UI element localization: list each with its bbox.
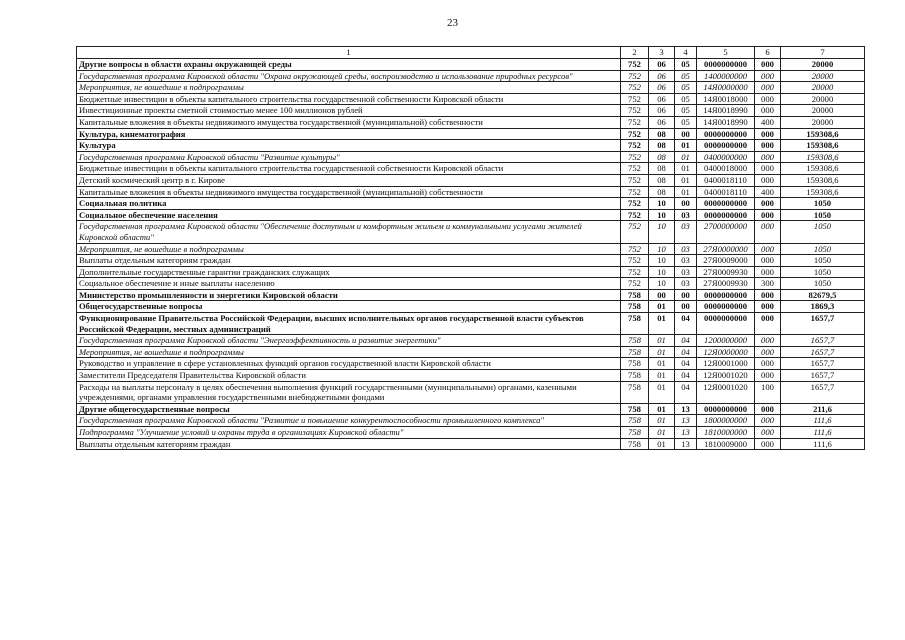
row-type-cell: 400 — [755, 116, 781, 128]
table-row — [77, 358, 865, 370]
row-type-cell: 000 — [755, 370, 781, 382]
row-target-cell: 0400018110 — [697, 174, 755, 186]
row-name-cell: Государственная программа Кировской области "Развитие культуры" — [77, 151, 621, 163]
row-subsection-cell: 13 — [675, 415, 697, 427]
row-code-cell: 752 — [621, 128, 649, 140]
row-code-cell: 752 — [621, 70, 649, 82]
row-target-cell: 0000000000 — [697, 59, 755, 71]
row-code-cell: 758 — [621, 438, 649, 450]
row-code-cell: 752 — [621, 116, 649, 128]
row-name-cell: Бюджетные инвестиции в объекты капитального строительства государственной собственности Кировской области — [77, 163, 621, 175]
row-name-cell: Государственная программа Кировской области "Развитие и повышение конкурентоспособности промышленного комплекса" — [77, 415, 621, 427]
row-code-cell: 752 — [621, 221, 649, 243]
table-row — [77, 151, 865, 163]
row-code-cell: 752 — [621, 278, 649, 290]
row-type-cell: 000 — [755, 313, 781, 335]
row-subsection-cell: 03 — [675, 266, 697, 278]
row-subsection-cell: 05 — [675, 105, 697, 117]
row-amount-cell: 82679,5 — [781, 289, 865, 301]
row-name-cell: Инвестиционные проекты сметной стоимостью менее 100 миллионов рублей — [77, 105, 621, 117]
row-name-cell: Социальная политика — [77, 198, 621, 210]
row-section-cell: 01 — [649, 313, 675, 335]
row-subsection-cell: 03 — [675, 255, 697, 267]
row-section-cell: 01 — [649, 346, 675, 358]
row-subsection-cell: 13 — [675, 427, 697, 439]
row-subsection-cell: 00 — [675, 128, 697, 140]
row-amount-cell: 159308,6 — [781, 186, 865, 198]
row-name-cell: Мероприятия, не вошедшие в подпрограммы — [77, 243, 621, 255]
table-row — [77, 70, 865, 82]
table-body — [77, 59, 865, 450]
row-name-cell: Выплаты отдельным категориям граждан — [77, 438, 621, 450]
row-name-cell: Общегосударственные вопросы — [77, 301, 621, 313]
row-target-cell: 1810009000 — [697, 438, 755, 450]
row-type-cell: 000 — [755, 93, 781, 105]
row-type-cell: 000 — [755, 105, 781, 117]
row-name-cell: Функционирование Правительства Российской Федерации, высших исполнительных органов государственной власти субъектов Российской Федерации, местных администраций — [77, 313, 621, 335]
row-amount-cell: 1050 — [781, 221, 865, 243]
row-target-cell: 0400018110 — [697, 186, 755, 198]
row-section-cell: 10 — [649, 209, 675, 221]
row-subsection-cell: 04 — [675, 313, 697, 335]
table-row — [77, 93, 865, 105]
row-code-cell: 752 — [621, 186, 649, 198]
row-amount-cell: 111,6 — [781, 415, 865, 427]
row-type-cell: 000 — [755, 358, 781, 370]
table-row — [77, 313, 865, 335]
row-code-cell: 752 — [621, 255, 649, 267]
table-row — [77, 438, 865, 450]
row-section-cell: 06 — [649, 93, 675, 105]
row-code-cell: 758 — [621, 289, 649, 301]
table-row — [77, 243, 865, 255]
row-amount-cell: 1869,3 — [781, 301, 865, 313]
row-amount-cell: 20000 — [781, 70, 865, 82]
row-subsection-cell: 05 — [675, 70, 697, 82]
row-type-cell: 000 — [755, 335, 781, 347]
row-type-cell: 000 — [755, 438, 781, 450]
row-section-cell: 06 — [649, 105, 675, 117]
table-row — [77, 174, 865, 186]
row-subsection-cell: 03 — [675, 221, 697, 243]
row-subsection-cell: 04 — [675, 358, 697, 370]
row-type-cell: 000 — [755, 70, 781, 82]
row-code-cell: 752 — [621, 93, 649, 105]
row-name-cell: Выплаты отдельным категориям граждан — [77, 255, 621, 267]
row-code-cell: 752 — [621, 198, 649, 210]
row-name-cell: Государственная программа Кировской области "Охрана окружающей среды, воспроизводство и использование природных ресурсов" — [77, 70, 621, 82]
table-row — [77, 105, 865, 117]
row-section-cell: 06 — [649, 70, 675, 82]
table-row — [77, 128, 865, 140]
row-type-cell: 000 — [755, 415, 781, 427]
row-amount-cell: 1657,7 — [781, 358, 865, 370]
row-type-cell: 000 — [755, 128, 781, 140]
row-subsection-cell: 00 — [675, 198, 697, 210]
page-number: 23 — [447, 17, 458, 29]
row-type-cell: 000 — [755, 346, 781, 358]
row-type-cell: 300 — [755, 278, 781, 290]
row-amount-cell: 20000 — [781, 82, 865, 94]
row-code-cell: 758 — [621, 301, 649, 313]
row-target-cell: 1800000000 — [697, 415, 755, 427]
row-target-cell: 1400000000 — [697, 70, 755, 82]
table-row — [77, 370, 865, 382]
row-type-cell: 000 — [755, 403, 781, 415]
row-type-cell: 000 — [755, 301, 781, 313]
row-code-cell: 758 — [621, 358, 649, 370]
table-row — [77, 346, 865, 358]
row-target-cell: 27Я0000000 — [697, 243, 755, 255]
table-row — [77, 255, 865, 267]
row-type-cell: 000 — [755, 255, 781, 267]
row-amount-cell: 20000 — [781, 93, 865, 105]
row-name-cell: Государственная программа Кировской области "Обеспечение доступным и комфортным жильем и коммунальными услугами жителей Кировской области" — [77, 221, 621, 243]
row-type-cell: 000 — [755, 243, 781, 255]
row-code-cell: 758 — [621, 403, 649, 415]
row-type-cell: 000 — [755, 198, 781, 210]
row-section-cell: 01 — [649, 415, 675, 427]
table-row — [77, 381, 865, 403]
table-row — [77, 209, 865, 221]
row-name-cell: Капитальные вложения в объекты недвижимого имущества государственной (муниципальной) собственности — [77, 186, 621, 198]
row-section-cell: 01 — [649, 381, 675, 403]
row-code-cell: 752 — [621, 266, 649, 278]
row-amount-cell: 159308,6 — [781, 151, 865, 163]
row-target-cell: 0400018000 — [697, 163, 755, 175]
table-row — [77, 198, 865, 210]
row-type-cell: 400 — [755, 186, 781, 198]
row-name-cell: Подпрограмма "Улучшение условий и охраны труда в организациях Кировской области" — [77, 427, 621, 439]
row-code-cell: 758 — [621, 415, 649, 427]
row-code-cell: 752 — [621, 174, 649, 186]
row-type-cell: 000 — [755, 82, 781, 94]
row-target-cell: 12Я0001000 — [697, 358, 755, 370]
row-section-cell: 08 — [649, 174, 675, 186]
column-header: 1 — [77, 47, 621, 59]
row-subsection-cell: 01 — [675, 151, 697, 163]
row-amount-cell: 1657,7 — [781, 381, 865, 403]
table-row — [77, 82, 865, 94]
row-target-cell: 0000000000 — [697, 301, 755, 313]
table-row — [77, 301, 865, 313]
row-amount-cell: 1657,7 — [781, 346, 865, 358]
table-row — [77, 427, 865, 439]
row-target-cell: 0000000000 — [697, 313, 755, 335]
row-target-cell: 27Я0009930 — [697, 278, 755, 290]
row-amount-cell: 159308,6 — [781, 163, 865, 175]
row-section-cell: 06 — [649, 59, 675, 71]
row-target-cell: 1200000000 — [697, 335, 755, 347]
row-name-cell: Другие вопросы в области охраны окружающей среды — [77, 59, 621, 71]
row-subsection-cell: 04 — [675, 346, 697, 358]
table-row — [77, 163, 865, 175]
row-amount-cell: 159308,6 — [781, 140, 865, 152]
row-type-cell: 000 — [755, 151, 781, 163]
row-type-cell: 000 — [755, 59, 781, 71]
row-code-cell: 752 — [621, 82, 649, 94]
row-type-cell: 000 — [755, 427, 781, 439]
row-subsection-cell: 03 — [675, 243, 697, 255]
row-amount-cell: 159308,6 — [781, 128, 865, 140]
row-target-cell: 0000000000 — [697, 209, 755, 221]
row-code-cell: 758 — [621, 335, 649, 347]
row-name-cell: Культура — [77, 140, 621, 152]
row-amount-cell: 111,6 — [781, 438, 865, 450]
row-subsection-cell: 01 — [675, 163, 697, 175]
row-name-cell: Детский космический центр в г. Кирове — [77, 174, 621, 186]
row-section-cell: 06 — [649, 116, 675, 128]
row-code-cell: 758 — [621, 427, 649, 439]
table-row — [77, 335, 865, 347]
row-amount-cell: 1050 — [781, 278, 865, 290]
row-code-cell: 752 — [621, 151, 649, 163]
row-name-cell: Другие общегосударственные вопросы — [77, 403, 621, 415]
row-section-cell: 08 — [649, 128, 675, 140]
row-section-cell: 10 — [649, 243, 675, 255]
row-type-cell: 000 — [755, 289, 781, 301]
row-section-cell: 10 — [649, 198, 675, 210]
table-row — [77, 415, 865, 427]
row-section-cell: 08 — [649, 140, 675, 152]
table-row — [77, 59, 865, 71]
row-amount-cell: 1657,7 — [781, 335, 865, 347]
row-section-cell: 06 — [649, 82, 675, 94]
row-subsection-cell: 01 — [675, 140, 697, 152]
row-subsection-cell: 04 — [675, 335, 697, 347]
budget-table — [76, 46, 865, 450]
row-section-cell: 10 — [649, 221, 675, 243]
header-row — [77, 47, 865, 59]
row-subsection-cell: 05 — [675, 116, 697, 128]
table-row — [77, 278, 865, 290]
row-subsection-cell: 05 — [675, 93, 697, 105]
row-section-cell: 08 — [649, 151, 675, 163]
row-section-cell: 01 — [649, 403, 675, 415]
row-subsection-cell: 01 — [675, 174, 697, 186]
row-code-cell: 752 — [621, 209, 649, 221]
row-name-cell: Расходы на выплаты персоналу в целях обеспечения выполнения функций государственными (муниципальными) органами, казенными учреждениями, органами управления государственными внебюджетными фондами — [77, 381, 621, 403]
row-amount-cell: 1657,7 — [781, 313, 865, 335]
row-amount-cell: 1657,7 — [781, 370, 865, 382]
row-name-cell: Мероприятия, не вошедшие в подпрограммы — [77, 82, 621, 94]
row-name-cell: Культура, кинематография — [77, 128, 621, 140]
row-type-cell: 000 — [755, 209, 781, 221]
row-section-cell: 10 — [649, 266, 675, 278]
row-subsection-cell: 13 — [675, 403, 697, 415]
row-type-cell: 000 — [755, 174, 781, 186]
row-code-cell: 758 — [621, 346, 649, 358]
row-subsection-cell: 04 — [675, 381, 697, 403]
row-target-cell: 1810000000 — [697, 427, 755, 439]
row-target-cell: 0000000000 — [697, 403, 755, 415]
row-amount-cell: 159308,6 — [781, 174, 865, 186]
row-section-cell: 01 — [649, 301, 675, 313]
table-row — [77, 266, 865, 278]
row-subsection-cell: 03 — [675, 278, 697, 290]
row-subsection-cell: 04 — [675, 370, 697, 382]
row-code-cell: 752 — [621, 163, 649, 175]
column-header: 7 — [781, 47, 865, 59]
row-name-cell: Дополнительные государственные гарантии гражданских служащих — [77, 266, 621, 278]
row-target-cell: 0000000000 — [697, 289, 755, 301]
row-code-cell: 752 — [621, 243, 649, 255]
row-target-cell: 14Я0018990 — [697, 116, 755, 128]
row-amount-cell: 20000 — [781, 105, 865, 117]
row-target-cell: 14Я0000000 — [697, 82, 755, 94]
row-target-cell: 0000000000 — [697, 128, 755, 140]
row-target-cell: 27Я0009930 — [697, 266, 755, 278]
row-subsection-cell: 13 — [675, 438, 697, 450]
row-type-cell: 000 — [755, 163, 781, 175]
row-type-cell: 100 — [755, 381, 781, 403]
row-section-cell: 10 — [649, 278, 675, 290]
row-code-cell: 752 — [621, 140, 649, 152]
row-target-cell: 2700000000 — [697, 221, 755, 243]
row-section-cell: 01 — [649, 438, 675, 450]
row-name-cell: Заместители Председателя Правительства Кировской области — [77, 370, 621, 382]
row-subsection-cell: 00 — [675, 301, 697, 313]
row-name-cell: Министерство промышленности и энергетики Кировской области — [77, 289, 621, 301]
row-section-cell: 01 — [649, 427, 675, 439]
row-type-cell: 000 — [755, 140, 781, 152]
row-amount-cell: 20000 — [781, 59, 865, 71]
row-code-cell: 758 — [621, 370, 649, 382]
column-header: 3 — [649, 47, 675, 59]
row-code-cell: 752 — [621, 105, 649, 117]
row-target-cell: 27Я0009000 — [697, 255, 755, 267]
row-amount-cell: 111,6 — [781, 427, 865, 439]
row-amount-cell: 211,6 — [781, 403, 865, 415]
row-name-cell: Государственная программа Кировской области "Энергоэффективность и развитие энергетики" — [77, 335, 621, 347]
row-type-cell: 000 — [755, 221, 781, 243]
row-amount-cell: 1050 — [781, 255, 865, 267]
row-name-cell: Социальное обеспечение населения — [77, 209, 621, 221]
row-subsection-cell: 05 — [675, 59, 697, 71]
table-row — [77, 289, 865, 301]
row-section-cell: 08 — [649, 186, 675, 198]
column-header: 4 — [675, 47, 697, 59]
row-section-cell: 01 — [649, 370, 675, 382]
row-amount-cell: 1050 — [781, 266, 865, 278]
row-subsection-cell: 01 — [675, 186, 697, 198]
row-type-cell: 000 — [755, 266, 781, 278]
row-target-cell: 14Я0018990 — [697, 105, 755, 117]
row-name-cell: Капитальные вложения в объекты недвижимого имущества государственной (муниципальной) собственности — [77, 116, 621, 128]
row-amount-cell: 20000 — [781, 116, 865, 128]
row-target-cell: 14Я0018000 — [697, 93, 755, 105]
row-target-cell: 12Я0001020 — [697, 381, 755, 403]
row-section-cell: 10 — [649, 255, 675, 267]
row-section-cell: 08 — [649, 163, 675, 175]
row-name-cell: Мероприятия, не вошедшие в подпрограммы — [77, 346, 621, 358]
row-amount-cell: 1050 — [781, 243, 865, 255]
row-name-cell: Бюджетные инвестиции в объекты капитального строительства государственной собственности Кировской области — [77, 93, 621, 105]
row-target-cell: 0000000000 — [697, 198, 755, 210]
row-subsection-cell: 05 — [675, 82, 697, 94]
table-row — [77, 221, 865, 243]
row-section-cell: 00 — [649, 289, 675, 301]
row-code-cell: 758 — [621, 381, 649, 403]
row-name-cell: Руководство и управление в сфере установленных функций органов государственной власти Кировской области — [77, 358, 621, 370]
row-section-cell: 01 — [649, 335, 675, 347]
row-subsection-cell: 03 — [675, 209, 697, 221]
table-row — [77, 186, 865, 198]
row-amount-cell: 1050 — [781, 209, 865, 221]
column-header: 5 — [697, 47, 755, 59]
table-row — [77, 116, 865, 128]
row-amount-cell: 1050 — [781, 198, 865, 210]
row-code-cell: 758 — [621, 313, 649, 335]
row-target-cell: 0400000000 — [697, 151, 755, 163]
row-subsection-cell: 00 — [675, 289, 697, 301]
table-row — [77, 140, 865, 152]
column-header: 2 — [621, 47, 649, 59]
row-target-cell: 0000000000 — [697, 140, 755, 152]
column-header: 6 — [755, 47, 781, 59]
table-row — [77, 403, 865, 415]
row-target-cell: 12Я0000000 — [697, 346, 755, 358]
row-code-cell: 752 — [621, 59, 649, 71]
row-section-cell: 01 — [649, 358, 675, 370]
row-target-cell: 12Я0001020 — [697, 370, 755, 382]
row-name-cell: Социальное обеспечение и иные выплаты населению — [77, 278, 621, 290]
